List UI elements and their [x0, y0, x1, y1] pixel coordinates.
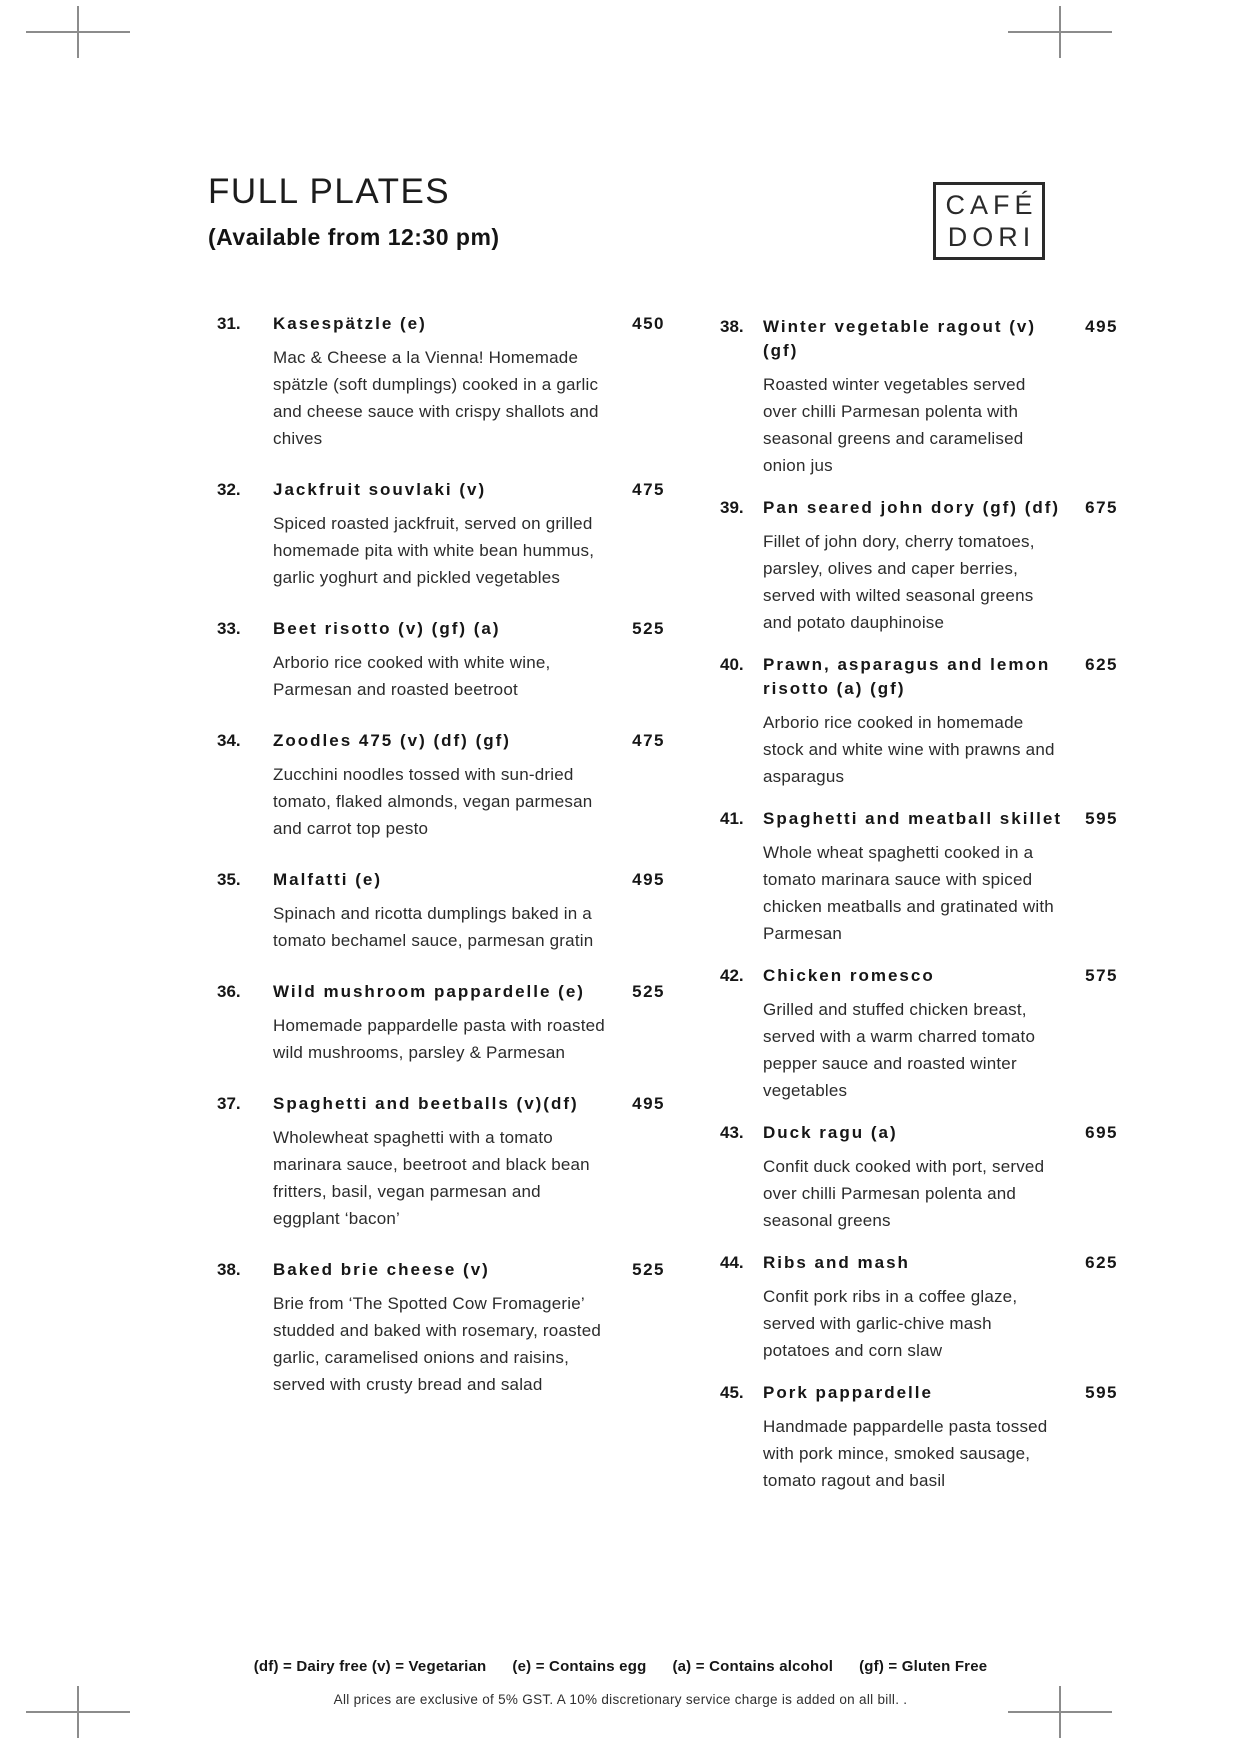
menu-item	[720, 653, 1118, 790]
menu-item-head	[720, 1381, 1118, 1405]
item-number: 36.	[217, 982, 241, 1001]
logo-line-dori: DORI	[947, 222, 1036, 252]
item-name: Pan seared john dory (gf) (df)	[763, 498, 1061, 517]
item-name: Malfatti (e)	[273, 870, 382, 889]
menu-item	[217, 1092, 665, 1232]
menu-item	[720, 1121, 1118, 1234]
item-price: 675	[1085, 498, 1118, 517]
menu-item-head	[217, 617, 665, 641]
dietary-legend	[0, 1658, 1241, 1675]
legend-item: (a) = Contains alcohol	[672, 1658, 834, 1675]
crop-mark-top-left-v	[77, 6, 79, 58]
item-name: Kasespätzle (e)	[273, 314, 427, 333]
menu-item-head	[217, 1092, 665, 1116]
item-name: Beet risotto (v) (gf) (a)	[273, 619, 501, 638]
item-number: 42.	[720, 966, 744, 985]
item-description: Arborio rice cooked in homemade stock and white wine with prawns and asparagus	[763, 713, 1055, 786]
menu-item-head	[720, 1121, 1118, 1145]
legend-item: (e) = Contains egg	[512, 1658, 647, 1675]
menu-item	[217, 980, 665, 1066]
cafe-dori-logo	[933, 182, 1045, 260]
item-number: 34.	[217, 731, 241, 750]
item-number: 38.	[720, 317, 744, 336]
menu-item-head	[720, 653, 1118, 701]
item-name: Spaghetti and beetballs (v)(df)	[273, 1094, 579, 1113]
item-name: Ribs and mash	[763, 1253, 910, 1272]
menu-item-head	[720, 315, 1118, 363]
crop-mark-top-right-v	[1059, 6, 1061, 58]
item-name: Duck ragu (a)	[763, 1123, 898, 1142]
item-number: 39.	[720, 498, 744, 517]
item-number: 33.	[217, 619, 241, 638]
item-name: Pork pappardelle	[763, 1383, 933, 1402]
legend-item: (df) = Dairy free (v) = Vegetarian	[253, 1658, 487, 1675]
item-number: 45.	[720, 1383, 744, 1402]
menu-item	[720, 496, 1118, 636]
item-description: Spinach and ricotta dumplings baked in a tomato bechamel sauce, parmesan gratin	[273, 904, 594, 950]
item-name: Prawn, asparagus and lemon risotto (a) (gf)	[763, 655, 1051, 698]
item-number: 37.	[217, 1094, 241, 1113]
pricing-note: All prices are exclusive of 5% GST. A 10% discretionary service charge is added on all bill. .	[333, 1692, 908, 1707]
item-price: 475	[632, 731, 665, 750]
menu-item	[217, 617, 665, 703]
item-number: 44.	[720, 1253, 744, 1272]
item-description: Confit duck cooked with port, served over chilli Parmesan polenta and seasonal greens	[763, 1157, 1045, 1230]
menu-item	[720, 1381, 1118, 1494]
item-name: Spaghetti and meatball skillet	[763, 809, 1063, 828]
item-description: Grilled and stuffed chicken breast, served with a warm charred tomato pepper sauce and roasted winter vegetables	[763, 1000, 1036, 1100]
item-description: Fillet of john dory, cherry tomatoes, parsley, olives and caper berries, served with wilted seasonal greens and potato dauphinoise	[763, 532, 1035, 632]
menu-item-head	[217, 478, 665, 502]
menu-column-left	[217, 312, 665, 1424]
logo-line-cafe: CAFÉ	[945, 190, 1038, 220]
item-price: 575	[1085, 966, 1118, 985]
menu-item-head	[217, 980, 665, 1004]
menu-item	[720, 807, 1118, 947]
menu-item-head	[720, 964, 1118, 988]
item-price: 525	[632, 982, 665, 1001]
menu-item	[217, 729, 665, 842]
item-number: 40.	[720, 655, 744, 674]
menu-item	[217, 478, 665, 591]
menu-item	[217, 868, 665, 954]
item-price: 625	[1085, 655, 1118, 674]
item-name: Zoodles 475 (v) (df) (gf)	[273, 731, 511, 750]
item-description: Roasted winter vegetables served over chilli Parmesan polenta with seasonal greens and caramelised onion jus	[763, 375, 1026, 475]
item-price: 495	[1085, 317, 1118, 336]
menu-item-head	[720, 1251, 1118, 1275]
menu-item-head	[217, 1258, 665, 1282]
item-description: Arborio rice cooked with white wine, Parmesan and roasted beetroot	[273, 653, 551, 699]
item-price: 625	[1085, 1253, 1118, 1272]
item-number: 43.	[720, 1123, 744, 1142]
item-name: Jackfruit souvlaki (v)	[273, 480, 487, 499]
menu-item-head	[720, 496, 1118, 520]
menu-item-head	[217, 729, 665, 753]
item-number: 35.	[217, 870, 241, 889]
page-title: FULL PLATES	[208, 172, 451, 211]
menu-column-right	[720, 315, 1118, 1511]
item-price: 525	[632, 619, 665, 638]
item-description: Wholewheat spaghetti with a tomato marinara sauce, beetroot and black bean fritters, basil, vegan parmesan and eggplant ‘bacon’	[273, 1128, 590, 1228]
menu-item-head	[217, 868, 665, 892]
item-price: 595	[1085, 1383, 1118, 1402]
item-description: Handmade pappardelle pasta tossed with pork mince, smoked sausage, tomato ragout and basil	[763, 1417, 1048, 1490]
item-price: 695	[1085, 1123, 1118, 1142]
item-name: Baked brie cheese (v)	[273, 1260, 490, 1279]
item-price: 525	[632, 1260, 665, 1279]
item-number: 32.	[217, 480, 241, 499]
legend-item: (gf) = Gluten Free	[859, 1658, 988, 1675]
item-price: 450	[632, 314, 665, 333]
item-name: Wild mushroom pappardelle (e)	[273, 982, 585, 1001]
item-number: 41.	[720, 809, 744, 828]
menu-item	[217, 1258, 665, 1398]
menu-item	[720, 315, 1118, 479]
item-description: Homemade pappardelle pasta with roasted wild mushrooms, parsley & Parmesan	[273, 1016, 605, 1062]
item-price: 595	[1085, 809, 1118, 828]
item-description: Confit pork ribs in a coffee glaze, served with garlic-chive mash potatoes and corn slaw	[763, 1287, 1018, 1360]
item-price: 495	[632, 1094, 665, 1113]
item-description: Zucchini noodles tossed with sun-dried tomato, flaked almonds, vegan parmesan and carrot top pesto	[273, 765, 593, 838]
item-price: 495	[632, 870, 665, 889]
item-description: Brie from ‘The Spotted Cow Fromagerie’ studded and baked with rosemary, roasted garlic, caramelised onions and raisins, served with crusty bread and salad	[273, 1294, 602, 1394]
menu-item-head	[720, 807, 1118, 831]
menu-item	[720, 1251, 1118, 1364]
menu-item	[720, 964, 1118, 1104]
item-description: Mac & Cheese a la Vienna! Homemade spätzle (soft dumplings) cooked in a garlic and cheese sauce with crispy shallots and chives	[273, 348, 599, 448]
menu-item-head	[217, 312, 665, 336]
item-description: Whole wheat spaghetti cooked in a tomato marinara sauce with spiced chicken meatballs and gratinated with Parmesan	[763, 843, 1054, 943]
menu-item	[217, 312, 665, 452]
item-price: 475	[632, 480, 665, 499]
item-name: Winter vegetable ragout (v)(gf)	[763, 317, 1036, 360]
item-name: Chicken romesco	[763, 966, 935, 985]
item-description: Spiced roasted jackfruit, served on grilled homemade pita with white bean hummus, garlic yoghurt and pickled vegetables	[273, 514, 595, 587]
item-number: 31.	[217, 314, 241, 333]
page-subtitle: (Available from 12:30 pm)	[208, 224, 500, 250]
item-number: 38.	[217, 1260, 241, 1279]
